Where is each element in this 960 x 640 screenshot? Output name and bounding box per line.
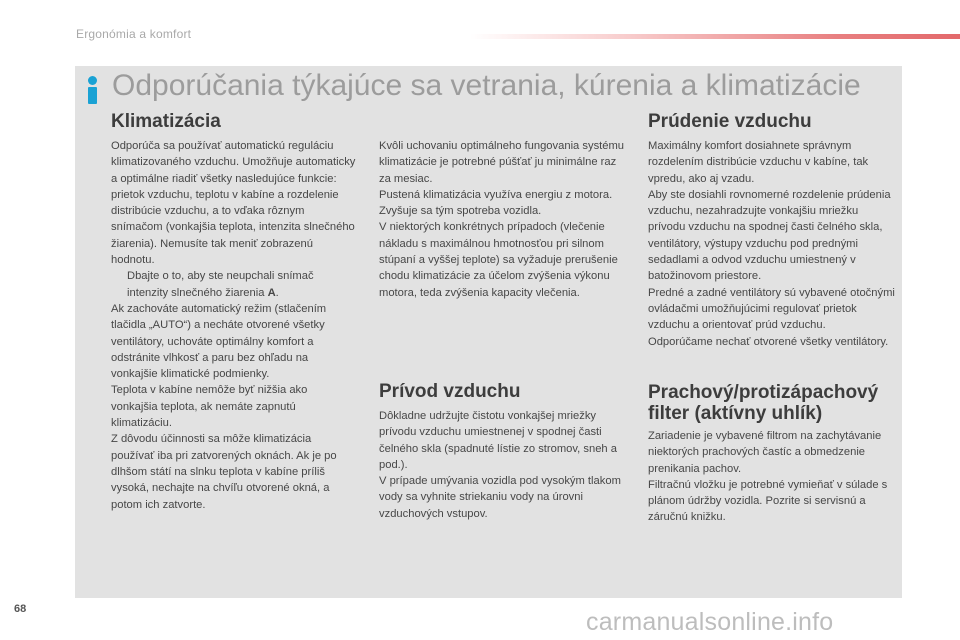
klimatizacia-para: Odporúča sa používať automatickú reguláciu klimatizovaného vzduchu. Umožňuje automaticky a optimálne riadiť všetky nasledujúce funkcie: prietok vzduchu, teplotu v kabíne a rozdelenie distribúcie vzduchu, a to vďaka rôznym snímačom (vonkajšia teplota, intenzita slnečného žiarenia). Nemusíte tak meniť zobrazenú hodnotu. — [111, 140, 356, 267]
header-accent-bar — [470, 34, 960, 39]
prudenie-para: Predné a zadné ventilátory sú vybavené otočnými ovládačmi umožňujúcimi regulovať prietok vzduchu a orientovať prúd vzduchu. — [648, 286, 895, 332]
klimatizacia-bullet — [111, 268, 356, 301]
info-icon — [86, 76, 100, 104]
prudenie-para: Aby ste dosiahli rovnomerné rozdelenie prúdenia vzduchu, nezahradzujte vonkajšiu mriežku prívodu vzduchu na spodnej časti čelného skla, ventilátory, výstupy vzduchu pod prednými sedadlami a odvod vzduchu umiestnený v batožinovom priestore. — [648, 188, 891, 283]
sensor-label: A — [267, 286, 276, 299]
middle-text — [379, 138, 629, 301]
prudenie-text — [648, 138, 898, 350]
middle-para: Kvôli uchovaniu optimálneho fungovania systému klimatizácie je potrebné púšťať ju minimálne raz za mesiac. — [379, 140, 625, 185]
watermark: carmanualsonline.info — [586, 608, 834, 636]
privod-text — [379, 408, 629, 522]
klimatizacia-para: Ak zachováte automatický režim (stlačením tlačidla „AUTO“) a necháte otvorené všetky ventilátory, uchováte optimálny komfort a odstránite vlhkosť a paru bez ohľadu na vonkajšie klimatické podmienky. — [111, 302, 327, 381]
heading-filter-line2: filter (aktívny uhlík) — [648, 403, 823, 424]
chapter-title: Ergonómia a komfort — [76, 27, 192, 41]
heading-prudenie-vzduchu: Prúdenie vzduchu — [648, 111, 812, 132]
klimatizacia-para: Teplota v kabíne nemôže byť nižšia ako vonkajšia teplota, ak nemáte zapnutú klimatizáciu. — [111, 384, 308, 430]
privod-para: Dôkladne udržujte čistotu vonkajšej mriežky prívodu vzduchu umiestnenej v spodnej časti čelného skla (spadnuté lístie zo stromov, sneh a pod.). — [379, 410, 617, 471]
privod-para: V prípade umývania vozidla pod vysokým tlakom vody sa vyhnite striekaniu vody na úrovni vzduchových vstupov. — [379, 475, 621, 520]
page-title: Odporúčania týkajúce sa vetrania, kúrenia a klimatizácie — [112, 69, 861, 102]
middle-para: Pustená klimatizácia využíva energiu z motora. Zvyšuje sa tým spotreba vozidla. — [379, 188, 613, 218]
heading-klimatizacia: Klimatizácia — [111, 111, 221, 132]
prudenie-para: Maximálny komfort dosiahnete správnym rozdelením distribúcie vzduchu v kabíne, tak vpredu, ako aj vzadu. — [648, 140, 869, 185]
bullet-icon — [111, 268, 127, 301]
prudenie-para: Odporúčame nechať otvorené všetky ventilátory. — [648, 335, 889, 348]
heading-filter — [648, 382, 878, 424]
filter-text — [648, 428, 898, 526]
bullet-text: Dbajte o to, aby ste neupchali snímač intenzity slnečného žiarenia — [127, 270, 314, 299]
klimatizacia-para: Z dôvodu účinnosti sa môže klimatizácia používať iba pri zatvorených oknách. Ak je po dlhšom státí na slnku teplota v kabíne príliš vysoká, nechajte na chvíľu otvorené okná, a potom ich zatvorte. — [111, 433, 337, 511]
middle-para: V niektorých konkrétnych prípadoch (vlečenie nákladu s maximálnou hmotnosťou pri silnom stúpaní a vyššej teplote) sa vyžaduje prerušenie chodu klimatizácie za účelom zvýšenia výkonu motora, teda zvýšenia kapacity vlečenia. — [379, 221, 618, 299]
page-number: 68 — [14, 603, 27, 615]
filter-para: Zariadenie je vybavené filtrom na zachytávanie niektorých prachových častíc a obmedzenie prenikania pachov. — [648, 430, 882, 475]
filter-para: Filtračnú vložku je potrebné vymieňať v súlade s plánom údržby vozidla. Pozrite si servisnú a záručnú knižku. — [648, 478, 888, 524]
heading-filter-line1: Prachový/protizápachový — [648, 382, 879, 403]
heading-privod-vzduchu: Prívod vzduchu — [379, 381, 521, 402]
klimatizacia-text — [111, 138, 356, 513]
bullet-end: . — [275, 286, 279, 299]
